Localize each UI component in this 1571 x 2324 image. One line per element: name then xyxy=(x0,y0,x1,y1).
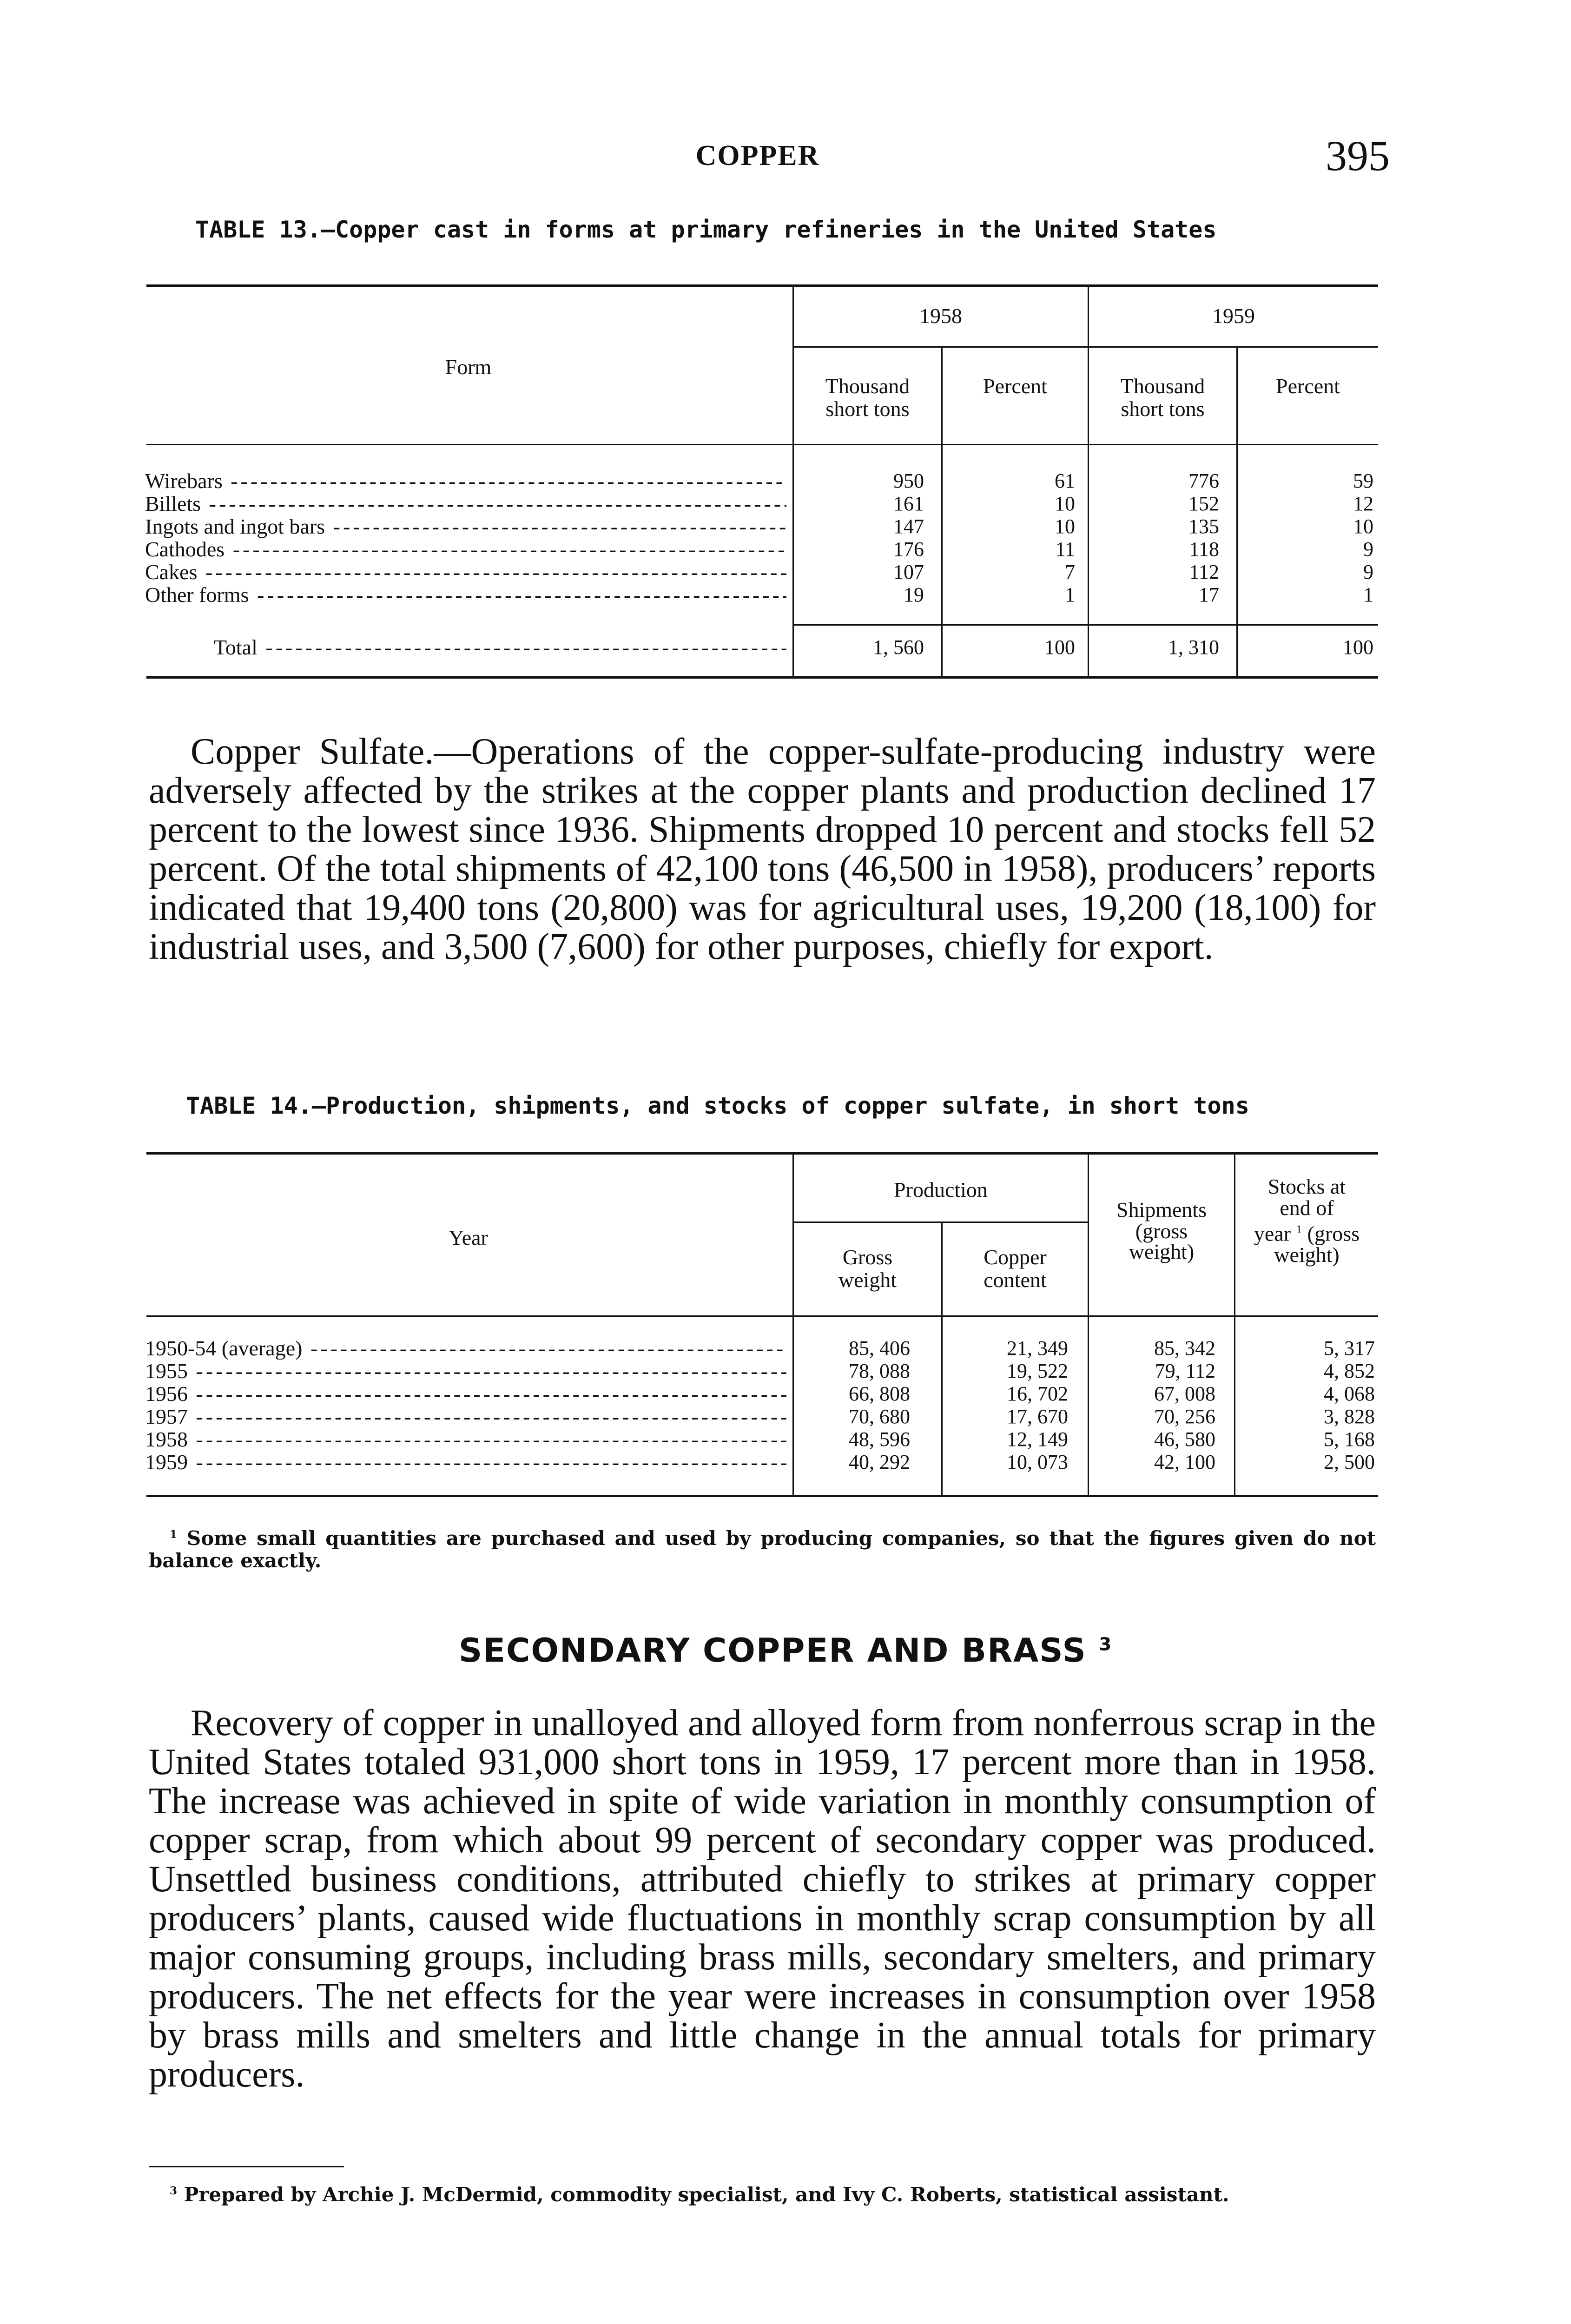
subheader-line: short tons xyxy=(1121,397,1205,421)
header-line: Shipments xyxy=(1116,1198,1207,1221)
row-label: Total ----- xyxy=(214,636,786,659)
header-line: weight xyxy=(838,1268,897,1292)
cell: 107 xyxy=(893,561,924,583)
footnote-text: Some small quantities are purchased and used by producing companies, so that the figures given do not balance exactly. xyxy=(149,1527,1376,1572)
copper-sulfate-paragraph xyxy=(149,732,1376,966)
table13-year-1959: 1959 xyxy=(1212,304,1255,328)
cell: 17, 670 xyxy=(1007,1405,1068,1428)
table14-shipments-header xyxy=(1089,1198,1234,1262)
table14-caption: TABLE 14.—Production, shipments, and stocks of copper sulfate, in short tons xyxy=(186,1092,1249,1119)
table14-production-header: Production xyxy=(894,1178,988,1202)
cell: 78, 088 xyxy=(849,1360,910,1382)
table14-copper-header xyxy=(943,1246,1088,1291)
cell: 42, 100 xyxy=(1154,1451,1215,1473)
cell: 100 xyxy=(1343,636,1373,659)
cell: 1, 310 xyxy=(1168,636,1219,659)
cell: 1 xyxy=(1065,583,1075,606)
cell: 1, 560 xyxy=(873,636,924,659)
table13-year-1958: 1958 xyxy=(919,304,962,328)
paragraph-text: —Operations of the copper-sulfate-producing industry were adversely affected by the strikes at the copper plants and production declined 17 percent to the lowest since 1936. Shipments dropped 10 percent and stocks fell 52 percent. Of the total shipments of 42,100 tons (46,500 in 1958), producers’ reports indicated that 19,400 tons (20,800) was for agricultural uses, 19,200 (18,100) for industrial uses, and 3,500 (7,600) for other purposes, chiefly for export. xyxy=(149,731,1376,967)
cell: 161 xyxy=(893,492,924,515)
cell: 59 xyxy=(1353,469,1373,492)
row-label: Cathodes ----- xyxy=(145,538,786,561)
cell: 46, 580 xyxy=(1154,1428,1215,1451)
header-word: (gross xyxy=(1307,1221,1360,1246)
row-label: Other forms ----- xyxy=(145,583,786,606)
cell: 4, 068 xyxy=(1324,1382,1375,1405)
cell: 70, 680 xyxy=(849,1405,910,1428)
cell: 79, 112 xyxy=(1155,1360,1215,1382)
cell: 10, 073 xyxy=(1007,1451,1068,1473)
cell: 2, 500 xyxy=(1324,1451,1375,1473)
row-label: Ingots and ingot bars ----- xyxy=(145,515,786,538)
header-line: Copper xyxy=(984,1245,1047,1269)
subheader-line: Thousand xyxy=(1120,374,1205,398)
footnote-marker: 3 xyxy=(170,2185,178,2197)
cell: 11 xyxy=(1055,538,1075,561)
row-label: 1950-54 (average) ----- xyxy=(145,1337,786,1360)
subheader-line: short tons xyxy=(825,397,910,421)
row-label: Wirebars ----- xyxy=(145,469,786,492)
running-head-title: COPPER xyxy=(695,140,820,172)
cell: 12 xyxy=(1353,492,1373,515)
cell: 147 xyxy=(893,515,924,538)
cell: 17 xyxy=(1199,583,1219,606)
footnote-marker: 1 xyxy=(1296,1223,1302,1236)
cell: 16, 702 xyxy=(1007,1382,1068,1405)
row-label: 1959 ----- xyxy=(145,1451,786,1473)
header-word: year xyxy=(1254,1221,1291,1246)
secondary-paragraph: Recovery of copper in unalloyed and alloyed form from nonferrous scrap in the United States totaled 931,000 short tons in 1959, 17 percent more than in 1958. The increase was achieved in spite of wide variation in monthly consumption of copper scrap, from which about 99 percent of secondary copper was produced. Unsettled business conditions, attributed chiefly to strikes at primary copper producers’ plants, caused wide fluctuations in monthly scrap consumption by all major consuming groups, including brass mills, secondary smelters, and primary producers. The net effects for the year were increases in consumption over 1958 by brass mills and smelters and little change in the annual totals for primary producers. xyxy=(149,1703,1376,2095)
header-line: content xyxy=(984,1268,1047,1292)
cell: 66, 808 xyxy=(849,1382,910,1405)
table14-bottom-rule xyxy=(146,1495,1378,1497)
header-line: Stocks at xyxy=(1267,1175,1346,1198)
table13-total-rule xyxy=(792,624,1378,626)
cell: 48, 596 xyxy=(849,1428,910,1451)
table13-form-header: Form xyxy=(445,355,492,379)
cell: 776 xyxy=(1188,469,1219,492)
cell: 7 xyxy=(1065,561,1075,583)
header-line: (gross xyxy=(1135,1219,1188,1243)
table14-header-rule xyxy=(146,1315,1378,1317)
cell: 21, 349 xyxy=(1007,1337,1068,1360)
table13-header-rule xyxy=(146,444,1378,445)
cell: 950 xyxy=(893,469,924,492)
row-label: 1955 ----- xyxy=(145,1360,786,1382)
section-heading xyxy=(0,1631,1571,1670)
cell: 118 xyxy=(1189,538,1219,561)
cell: 40, 292 xyxy=(849,1451,910,1473)
cell: 19, 522 xyxy=(1007,1360,1068,1382)
cell: 5, 317 xyxy=(1324,1337,1375,1360)
cell: 70, 256 xyxy=(1154,1405,1215,1428)
header-line: Gross xyxy=(842,1245,893,1269)
section-footnote xyxy=(149,2180,1376,2206)
cell: 100 xyxy=(1044,636,1075,659)
row-label: 1958 ----- xyxy=(145,1428,786,1451)
header-line xyxy=(1235,1219,1378,1244)
cell: 152 xyxy=(1188,492,1219,515)
header-line: weight) xyxy=(1274,1243,1340,1267)
table13-caption: TABLE 13.—Copper cast in forms at primary refineries in the United States xyxy=(195,216,1217,243)
header-line: weight) xyxy=(1129,1240,1195,1263)
cell: 5, 168 xyxy=(1324,1428,1375,1451)
cell: 135 xyxy=(1188,515,1219,538)
cell: 9 xyxy=(1363,538,1373,561)
footnote-divider xyxy=(149,2166,344,2167)
page-number: 395 xyxy=(1326,132,1390,179)
paragraph-heading: Copper Sulfate. xyxy=(191,731,434,772)
table13-subheader-percent: Percent xyxy=(983,374,1047,398)
cell: 176 xyxy=(893,538,924,561)
table14-top-rule xyxy=(146,1152,1378,1155)
header-line: end of xyxy=(1280,1196,1334,1220)
subheader-line: Thousand xyxy=(825,374,910,398)
cell: 4, 852 xyxy=(1324,1360,1375,1382)
table14-gross-header xyxy=(794,1246,941,1291)
table13-subheader-thousand xyxy=(794,375,941,420)
table13-subheader-thousand xyxy=(1089,375,1236,420)
cell: 61 xyxy=(1055,469,1075,492)
table14-production-rule xyxy=(792,1221,1088,1223)
cell: 1 xyxy=(1363,583,1373,606)
row-label: Cakes ----- xyxy=(145,561,786,583)
cell: 9 xyxy=(1363,561,1373,583)
cell: 85, 406 xyxy=(849,1337,910,1360)
table13-top-rule xyxy=(146,284,1378,287)
row-label: 1957 ----- xyxy=(145,1405,786,1428)
table14-footnote xyxy=(149,1524,1376,1572)
cell: 3, 828 xyxy=(1324,1405,1375,1428)
cell: 85, 342 xyxy=(1154,1337,1215,1360)
footnote-marker: 1 xyxy=(170,1528,178,1541)
table14-stocks-header xyxy=(1235,1176,1378,1266)
cell: 10 xyxy=(1353,515,1373,538)
footnote-marker: 3 xyxy=(1099,1634,1113,1655)
table13-subheader-percent: Percent xyxy=(1276,374,1340,398)
row-label: 1956 ----- xyxy=(145,1382,786,1405)
table14-year-header: Year xyxy=(449,1226,488,1249)
table13-year-rule xyxy=(792,346,1378,348)
row-label: Billets ----- xyxy=(145,492,786,515)
cell: 12, 149 xyxy=(1007,1428,1068,1451)
footnote-text: Prepared by Archie J. McDermid, commodity specialist, and Ivy C. Roberts, statistical assistant. xyxy=(184,2183,1229,2206)
table13-bottom-rule xyxy=(146,676,1378,679)
cell: 10 xyxy=(1055,515,1075,538)
cell: 19 xyxy=(904,583,924,606)
section-heading-text: SECONDARY COPPER AND BRASS xyxy=(458,1631,1087,1670)
cell: 67, 008 xyxy=(1154,1382,1215,1405)
cell: 112 xyxy=(1189,561,1219,583)
cell: 10 xyxy=(1055,492,1075,515)
